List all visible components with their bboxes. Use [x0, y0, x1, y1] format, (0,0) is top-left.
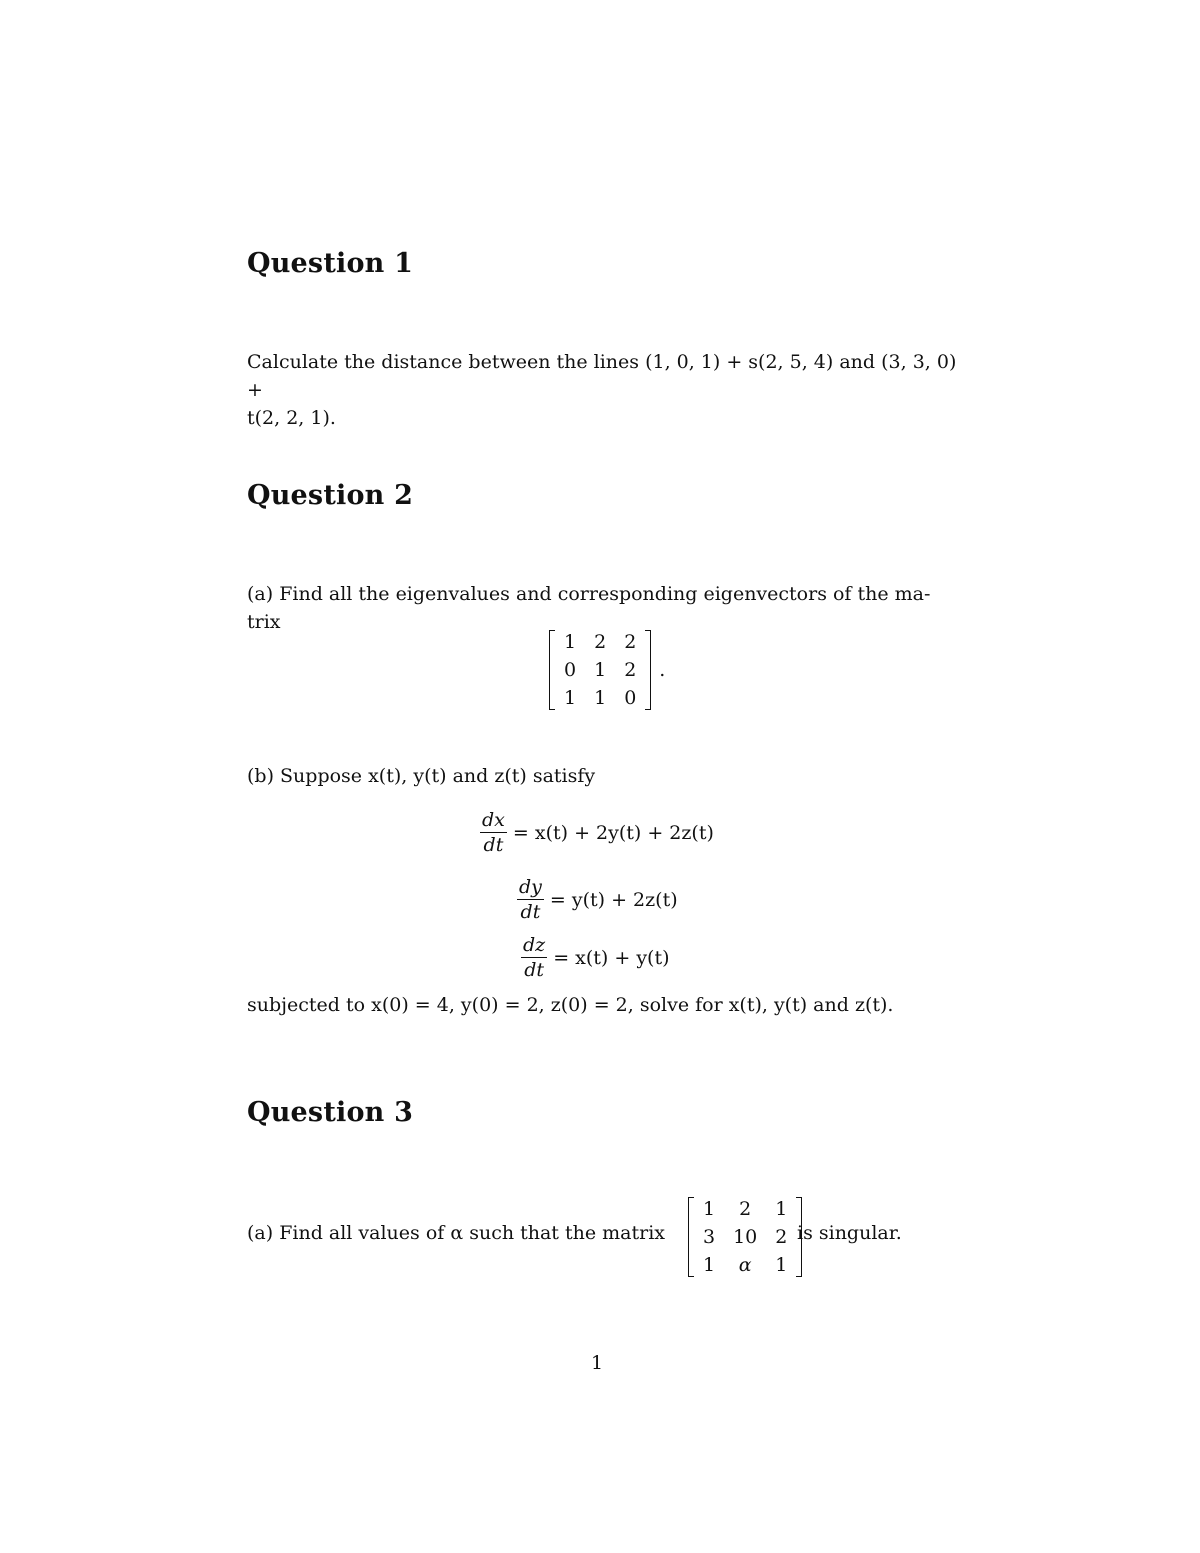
matrix-row — [694, 1195, 796, 1223]
question-2b-intro: (b) Suppose x(t), y(t) and z(t) satisfy — [247, 765, 596, 787]
fraction-numerator: dy — [519, 876, 542, 898]
question-1-line-2: t(2, 2, 1). — [247, 407, 336, 429]
matrix-cell: 0 — [564, 659, 577, 681]
matrix-cell: 1 — [703, 1254, 716, 1276]
equation-rhs: = x(t) + 2y(t) + 2z(t) — [512, 821, 714, 844]
matrix-period: . — [659, 659, 666, 681]
question-2a-line-2: trix — [247, 611, 281, 633]
matrix-cell: 3 — [703, 1226, 716, 1248]
fraction-numerator: dx — [482, 809, 505, 831]
matrix-table — [694, 1195, 796, 1279]
matrix-row — [555, 656, 645, 684]
matrix-cell: 1 — [703, 1198, 716, 1220]
matrix-row — [694, 1223, 796, 1251]
fraction-numerator: dz — [523, 934, 546, 956]
matrix-row — [555, 628, 645, 656]
question-1-heading: Question 1 — [247, 248, 414, 279]
fraction-denominator: dt — [520, 901, 541, 923]
matrix-table — [555, 628, 645, 712]
matrix-cell: 1 — [775, 1254, 788, 1276]
question-3a-text-after: is singular. — [797, 1222, 902, 1244]
derivative-fraction — [521, 935, 547, 980]
matrix-cell: 2 — [739, 1198, 752, 1220]
matrix-cell: 2 — [624, 659, 637, 681]
question-2a-line-1: (a) Find all the eigenvalues and corresponding eigenvectors of the ma- — [247, 583, 931, 605]
matrix-cell: 2 — [624, 631, 637, 653]
equation-rhs: = x(t) + y(t) — [553, 946, 670, 969]
question-2-matrix — [549, 628, 665, 712]
matrix-cell: 2 — [775, 1226, 788, 1248]
matrix-right-bracket — [645, 630, 651, 710]
matrix-row — [555, 684, 645, 712]
question-2b-outro: subjected to x(0) = 4, y(0) = 2, z(0) = 2, solve for x(t), y(t) and z(t). — [247, 994, 894, 1016]
matrix-cell: 1 — [564, 631, 577, 653]
fraction-denominator: dt — [483, 834, 504, 856]
matrix-cell: 1 — [775, 1198, 788, 1220]
matrix-cell: 2 — [594, 631, 607, 653]
question-1-line-1: Calculate the distance between the lines (1, 0, 1) + s(2, 5, 4) and (3, 3, 0) + — [247, 351, 957, 401]
matrix-cell: 1 — [594, 687, 607, 709]
matrix-cell: 1 — [594, 659, 607, 681]
derivative-fraction — [517, 877, 544, 922]
fraction-denominator: dt — [524, 959, 544, 981]
question-1-text — [247, 348, 957, 432]
question-3a-text-before: (a) Find all values of α such that the matrix — [247, 1222, 665, 1244]
derivative-fraction — [480, 810, 507, 855]
equation-rhs: = y(t) + 2z(t) — [549, 888, 678, 911]
question-2-heading: Question 2 — [247, 480, 414, 511]
matrix-cell: α — [738, 1254, 752, 1276]
matrix-cell: 1 — [564, 687, 577, 709]
page-number: 1 — [591, 1352, 604, 1374]
matrix-row — [694, 1251, 796, 1279]
equation-dz — [521, 935, 670, 980]
matrix-cell: 10 — [733, 1226, 758, 1248]
equation-dx — [480, 810, 714, 855]
question-3-matrix — [688, 1195, 802, 1279]
equation-dy — [517, 877, 678, 922]
question-3-heading: Question 3 — [247, 1097, 414, 1128]
matrix-cell: 0 — [624, 687, 637, 709]
